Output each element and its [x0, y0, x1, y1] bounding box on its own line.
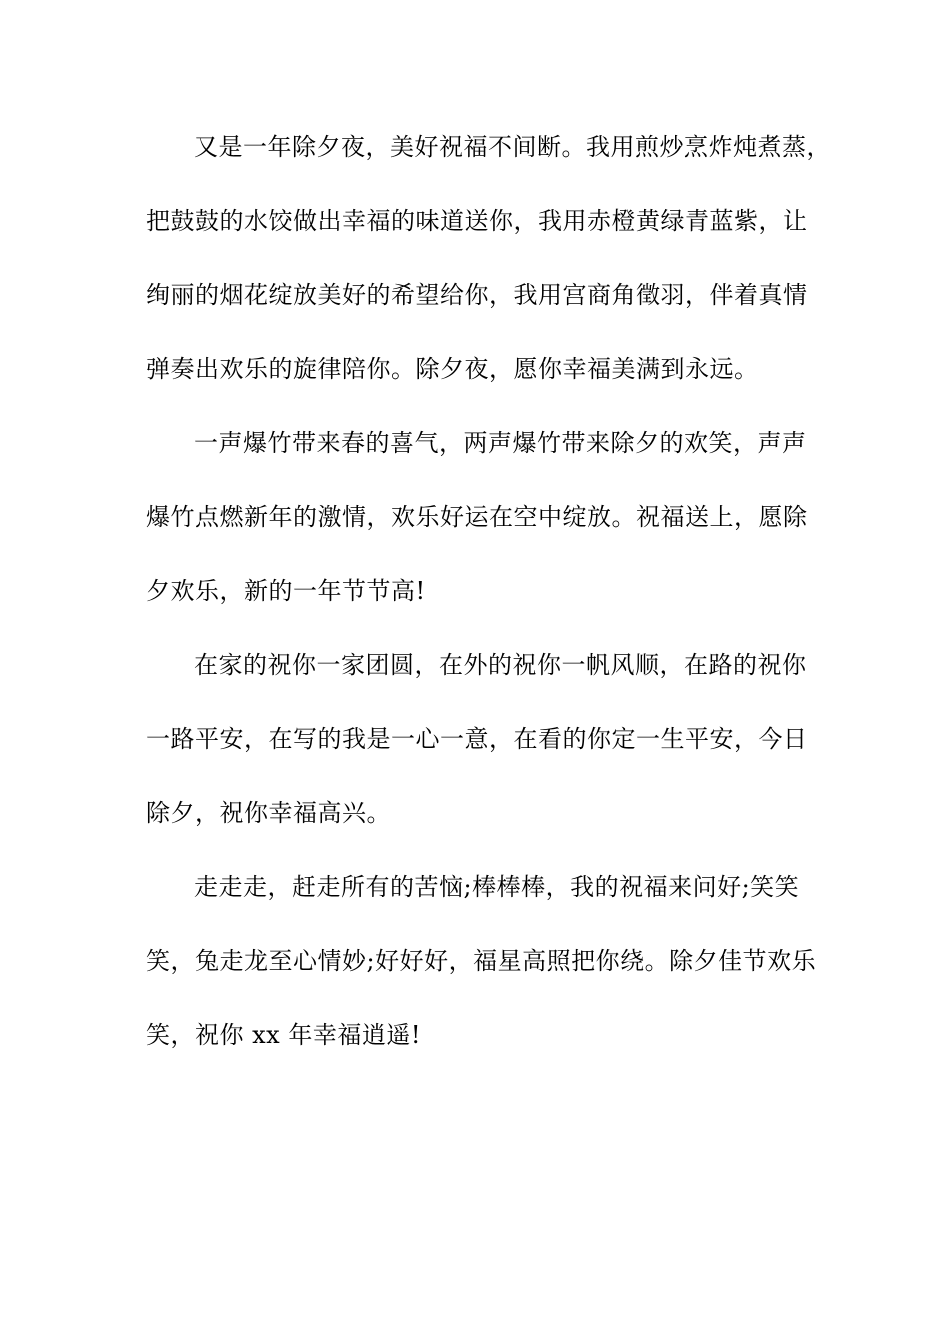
paragraph-4-line-1: 走走走，赶走所有的苦恼;棒棒棒，我的祝福来问好;笑笑: [194, 873, 800, 901]
paragraph-3-line-2: 一路平安，在写的我是一心一意，在看的你定一生平安，今日: [146, 725, 808, 753]
paragraph-1-line-1: 又是一年除夕夜，美好祝福不间断。我用煎炒烹炸炖煮蒸，: [194, 133, 831, 161]
paragraph-1-line-4: 弹奏出欢乐的旋律陪你。除夕夜，愿你幸福美满到永远。: [146, 355, 759, 383]
paragraph-3-line-1: 在家的祝你一家团圆，在外的祝你一帆风顺，在路的祝你: [194, 651, 807, 679]
paragraph-1-line-2: 把鼓鼓的水饺做出幸福的味道送你，我用赤橙黄绿青蓝紫，让: [146, 207, 808, 235]
paragraph-2-line-2: 爆竹点燃新年的激情，欢乐好运在空中绽放。祝福送上，愿除: [146, 503, 808, 531]
paragraph-4-line-2: 笑，兔走龙至心情妙;好好好，福星高照把你绕。除夕佳节欢乐: [146, 947, 817, 975]
document-body: [146, 127, 831, 1089]
paragraph-1-line-3: 绚丽的烟花绽放美好的希望给你，我用宫商角徵羽，伴着真情: [146, 281, 808, 309]
paragraph-2-line-1: 一声爆竹带来春的喜气，两声爆竹带来除夕的欢笑，声声: [194, 429, 807, 457]
paragraph-3-line-3: 除夕，祝你幸福高兴。: [146, 799, 391, 827]
paragraph-2-line-3: 夕欢乐，新的一年节节高!: [146, 577, 426, 605]
paragraph-4-line-3: 笑，祝你 xx 年幸福逍遥!: [146, 1021, 421, 1049]
